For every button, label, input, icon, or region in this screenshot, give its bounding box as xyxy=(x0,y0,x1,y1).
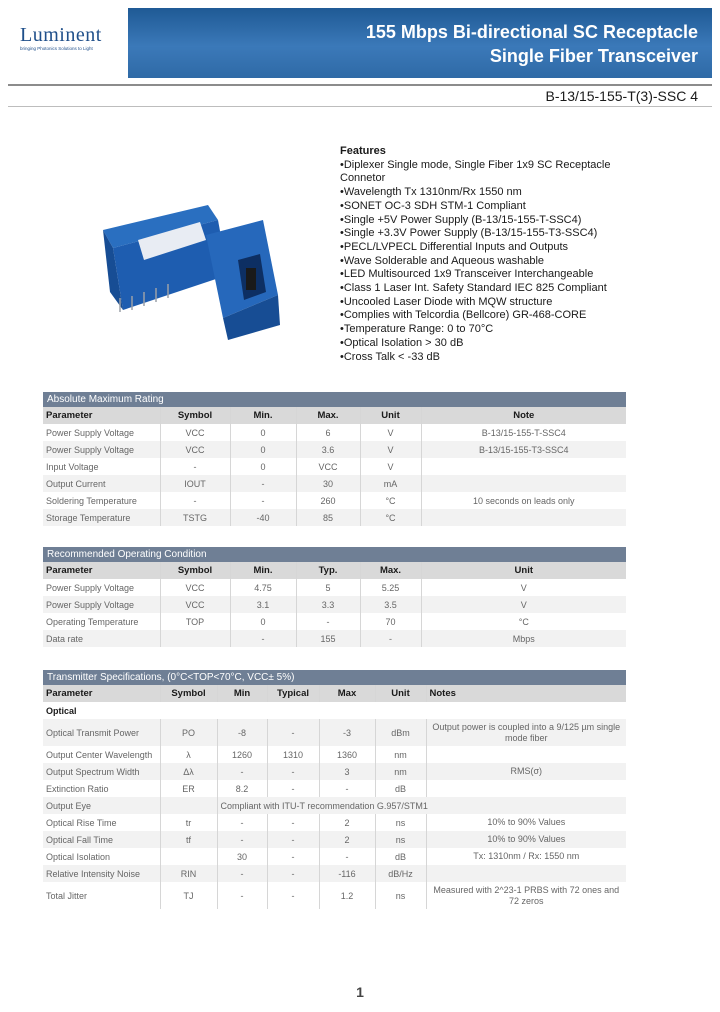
features-list xyxy=(340,145,640,364)
cell xyxy=(160,797,217,814)
cell: Data rate xyxy=(43,630,160,647)
column-header: Typical xyxy=(267,685,319,702)
column-header: Unit xyxy=(375,685,426,702)
cell: 4.75 xyxy=(230,579,296,596)
recommended-operating-condition-table xyxy=(43,547,626,647)
column-header: Max. xyxy=(296,407,360,424)
table-row xyxy=(43,424,626,441)
cell: - xyxy=(267,848,319,865)
cell: Storage Temperature xyxy=(43,509,160,526)
feature-item: • Class 1 Laser Int. Safety Standard IEC 825 Compliant xyxy=(340,282,640,296)
column-header: Symbol xyxy=(160,562,230,579)
feature-item: • Uncooled Laser Diode with MQW structure xyxy=(340,296,640,310)
cell: 2 xyxy=(319,831,375,848)
cell: 260 xyxy=(296,492,360,509)
cell: 3 xyxy=(319,763,375,780)
cell: V xyxy=(360,458,421,475)
cell: - xyxy=(160,492,230,509)
transmitter-specifications-table xyxy=(43,670,626,909)
cell: - xyxy=(267,780,319,797)
table-row xyxy=(43,458,626,475)
cell: 30 xyxy=(217,848,267,865)
cell xyxy=(421,458,626,475)
cell: Optical Rise Time xyxy=(43,814,160,831)
cell: - xyxy=(160,458,230,475)
cell: RMS(σ) xyxy=(426,763,626,780)
cell: -116 xyxy=(319,865,375,882)
cell: dBm xyxy=(375,719,426,746)
cell: - xyxy=(217,763,267,780)
table-row xyxy=(43,865,626,882)
column-header: Notes xyxy=(426,685,626,702)
cell: 85 xyxy=(296,509,360,526)
feature-item: • Diplexer Single mode, Single Fiber 1x9 SC Receptacle Connetor xyxy=(340,159,640,186)
cell: mA xyxy=(360,475,421,492)
cell: Optical Isolation xyxy=(43,848,160,865)
table-row xyxy=(43,441,626,458)
table-row xyxy=(43,797,626,814)
table-row xyxy=(43,579,626,596)
cell: Power Supply Voltage xyxy=(43,579,160,596)
cell: - xyxy=(230,630,296,647)
cell: 5 xyxy=(296,579,360,596)
cell xyxy=(160,630,230,647)
table-row xyxy=(43,746,626,763)
cell: 3.1 xyxy=(230,596,296,613)
cell: - xyxy=(267,814,319,831)
cell: VCC xyxy=(160,424,230,441)
cell: Power Supply Voltage xyxy=(43,596,160,613)
cell: Operating Temperature xyxy=(43,613,160,630)
cell: Output power is coupled into a 9/125 µm single mode fiber xyxy=(426,719,626,746)
page-header xyxy=(0,0,720,104)
cell: dB xyxy=(375,780,426,797)
column-header: Min. xyxy=(230,407,296,424)
column-header: Unit xyxy=(360,407,421,424)
cell: dB xyxy=(375,848,426,865)
cell: B-13/15-155-T3-SSC4 xyxy=(421,441,626,458)
cell: VCC xyxy=(296,458,360,475)
cell: Mbps xyxy=(421,630,626,647)
cell: Relative Intensity Noise xyxy=(43,865,160,882)
cell: IOUT xyxy=(160,475,230,492)
feature-item: • LED Multisourced 1x9 Transceiver Interchangeable xyxy=(340,268,640,282)
cell: 3.6 xyxy=(296,441,360,458)
cell: VCC xyxy=(160,579,230,596)
cell: 1310 xyxy=(267,746,319,763)
column-header: Parameter xyxy=(43,407,160,424)
cell: Power Supply Voltage xyxy=(43,424,160,441)
table-row xyxy=(43,814,626,831)
cell: 0 xyxy=(230,613,296,630)
cell: 3.5 xyxy=(360,596,421,613)
cell: λ xyxy=(160,746,217,763)
cell: - xyxy=(267,865,319,882)
table-row xyxy=(43,475,626,492)
cell: °C xyxy=(360,509,421,526)
cell: 5.25 xyxy=(360,579,421,596)
header-divider xyxy=(8,84,712,86)
cell: 2 xyxy=(319,814,375,831)
cell: - xyxy=(296,613,360,630)
cell: Input Voltage xyxy=(43,458,160,475)
cell xyxy=(426,780,626,797)
cell: - xyxy=(217,865,267,882)
cell: 0 xyxy=(230,424,296,441)
cell: Optical Transmit Power xyxy=(43,719,160,746)
features-title: Features xyxy=(340,145,386,157)
column-header: Parameter xyxy=(43,685,160,702)
cell: 1260 xyxy=(217,746,267,763)
cell: - xyxy=(267,719,319,746)
cell: 70 xyxy=(360,613,421,630)
part-number: B-13/15-155-T(3)-SSC 4 xyxy=(545,88,698,104)
cell: Δλ xyxy=(160,763,217,780)
cell: Compliant with ITU-T recommendation G.957/STM1 xyxy=(217,797,626,814)
section-label: Optical xyxy=(43,702,626,719)
cell: - xyxy=(230,492,296,509)
cell: Power Supply Voltage xyxy=(43,441,160,458)
cell: tf xyxy=(160,831,217,848)
cell: tr xyxy=(160,814,217,831)
cell: TOP xyxy=(160,613,230,630)
cell: RIN xyxy=(160,865,217,882)
cell: Total Jitter xyxy=(43,882,160,909)
logo-tagline: bringing Photonics Solutions to Light xyxy=(20,46,93,51)
table-row xyxy=(43,630,626,647)
cell: 10% to 90% Values xyxy=(487,817,566,827)
cell: V xyxy=(360,441,421,458)
cell: Output Eye xyxy=(43,797,160,814)
cell: 6 xyxy=(296,424,360,441)
feature-item: • Wavelength Tx 1310nm/Rx 1550 nm xyxy=(340,186,640,200)
cell: ns xyxy=(375,814,426,831)
table-row xyxy=(43,596,626,613)
cell: ns xyxy=(375,882,426,909)
column-header: Typ. xyxy=(296,562,360,579)
column-header: Min. xyxy=(230,562,296,579)
table-row xyxy=(43,780,626,797)
feature-item: • Temperature Range: 0 to 70°C xyxy=(340,323,640,337)
cell: nm xyxy=(375,746,426,763)
cell: V xyxy=(421,596,626,613)
table-row xyxy=(43,831,626,848)
cell: - xyxy=(217,831,267,848)
cell xyxy=(421,509,626,526)
table-row xyxy=(43,882,626,909)
cell xyxy=(426,865,626,882)
cell: 1.2 xyxy=(319,882,375,909)
table-caption: Absolute Maximum Rating xyxy=(43,392,626,407)
feature-item: • Optical Isolation > 30 dB xyxy=(340,337,640,351)
cell: V xyxy=(520,582,527,593)
column-header: Min xyxy=(217,685,267,702)
cell: -3 xyxy=(319,719,375,746)
cell: V xyxy=(360,424,421,441)
cell: 155 xyxy=(296,630,360,647)
column-header: Unit xyxy=(421,562,626,579)
cell: 0 xyxy=(230,441,296,458)
cell: 10% to 90% Values xyxy=(426,831,626,848)
cell: TJ xyxy=(160,882,217,909)
column-header: Max. xyxy=(360,562,421,579)
cell: Optical Fall Time xyxy=(43,831,160,848)
cell: dB/Hz xyxy=(375,865,426,882)
feature-item: • Single +3.3V Power Supply (B-13/15-155-T3-SSC4) xyxy=(340,227,640,241)
table-row xyxy=(43,848,626,865)
cell: 1360 xyxy=(319,746,375,763)
column-header: Parameter xyxy=(43,562,160,579)
cell: - xyxy=(267,763,319,780)
column-header: Note xyxy=(421,407,626,424)
cell: 3.3 xyxy=(296,596,360,613)
cell: °C xyxy=(360,492,421,509)
column-header: Symbol xyxy=(160,685,217,702)
feature-item: • PECL/LVPECL Differential Inputs and Outputs xyxy=(340,241,640,255)
feature-item: • SONET OC-3 SDH STM-1 Compliant xyxy=(340,200,640,214)
column-header: Symbol xyxy=(160,407,230,424)
cell: °C xyxy=(518,616,529,627)
cell: Extinction Ratio xyxy=(43,780,160,797)
part-number-divider xyxy=(8,106,712,107)
cell: -40 xyxy=(230,509,296,526)
cell: nm xyxy=(375,763,426,780)
title-line-1: 155 Mbps Bi-directional SC Receptacle xyxy=(365,22,698,42)
cell: Output Spectrum Width xyxy=(43,763,160,780)
cell: 8.2 xyxy=(217,780,267,797)
cell: 30 xyxy=(296,475,360,492)
cell: PO xyxy=(160,719,217,746)
cell: - xyxy=(267,882,319,909)
cell: ER xyxy=(160,780,217,797)
page-number: 1 xyxy=(356,984,364,1000)
feature-item: • Complies with Telcordia (Bellcore) GR-468-CORE xyxy=(340,309,640,323)
cell: - xyxy=(217,882,267,909)
table-row xyxy=(43,492,626,509)
cell: Output Center Wavelength xyxy=(43,746,160,763)
table-row xyxy=(43,613,626,630)
cell xyxy=(426,746,626,763)
table-row xyxy=(43,509,626,526)
company-logo: Luminent xyxy=(20,24,102,46)
table-row xyxy=(43,763,626,780)
cell: B-13/15-155-T-SSC4 xyxy=(481,427,566,438)
cell: 10 seconds on leads only xyxy=(472,495,575,506)
feature-item: • Wave Solderable and Aqueous washable xyxy=(340,255,640,269)
cell: VCC xyxy=(160,596,230,613)
cell: VCC xyxy=(160,441,230,458)
absolute-maximum-rating-table xyxy=(43,392,626,526)
cell: 0 xyxy=(230,458,296,475)
cell: - xyxy=(360,630,421,647)
document-title xyxy=(366,20,698,68)
cell: -8 xyxy=(217,719,267,746)
cell: Tx: 1310nm / Rx: 1550 nm xyxy=(473,851,580,861)
cell xyxy=(160,848,217,865)
cell: TSTG xyxy=(160,509,230,526)
transceiver-image xyxy=(88,200,298,340)
cell: - xyxy=(230,475,296,492)
cell: Soldering Temperature xyxy=(43,492,160,509)
table-caption: Recommended Operating Condition xyxy=(43,547,626,562)
cell: - xyxy=(217,814,267,831)
cell: - xyxy=(267,831,319,848)
cell: - xyxy=(319,848,375,865)
table-row xyxy=(43,719,626,746)
cell: - xyxy=(319,780,375,797)
title-line-2: Single Fiber Transceiver xyxy=(489,46,698,66)
column-header: Max xyxy=(319,685,375,702)
cell: Output Current xyxy=(43,475,160,492)
feature-item: • Cross Talk < -33 dB xyxy=(340,351,640,365)
cell: ns xyxy=(375,831,426,848)
table-caption: Transmitter Specifications, (0°C<TOP<70°C, VCC± 5%) xyxy=(43,670,626,685)
cell: Measured with 2^23-1 PRBS with 72 ones and 72 zeros xyxy=(433,884,620,906)
feature-item: • Single +5V Power Supply (B-13/15-155-T-SSC4) xyxy=(340,214,640,228)
cell xyxy=(421,475,626,492)
